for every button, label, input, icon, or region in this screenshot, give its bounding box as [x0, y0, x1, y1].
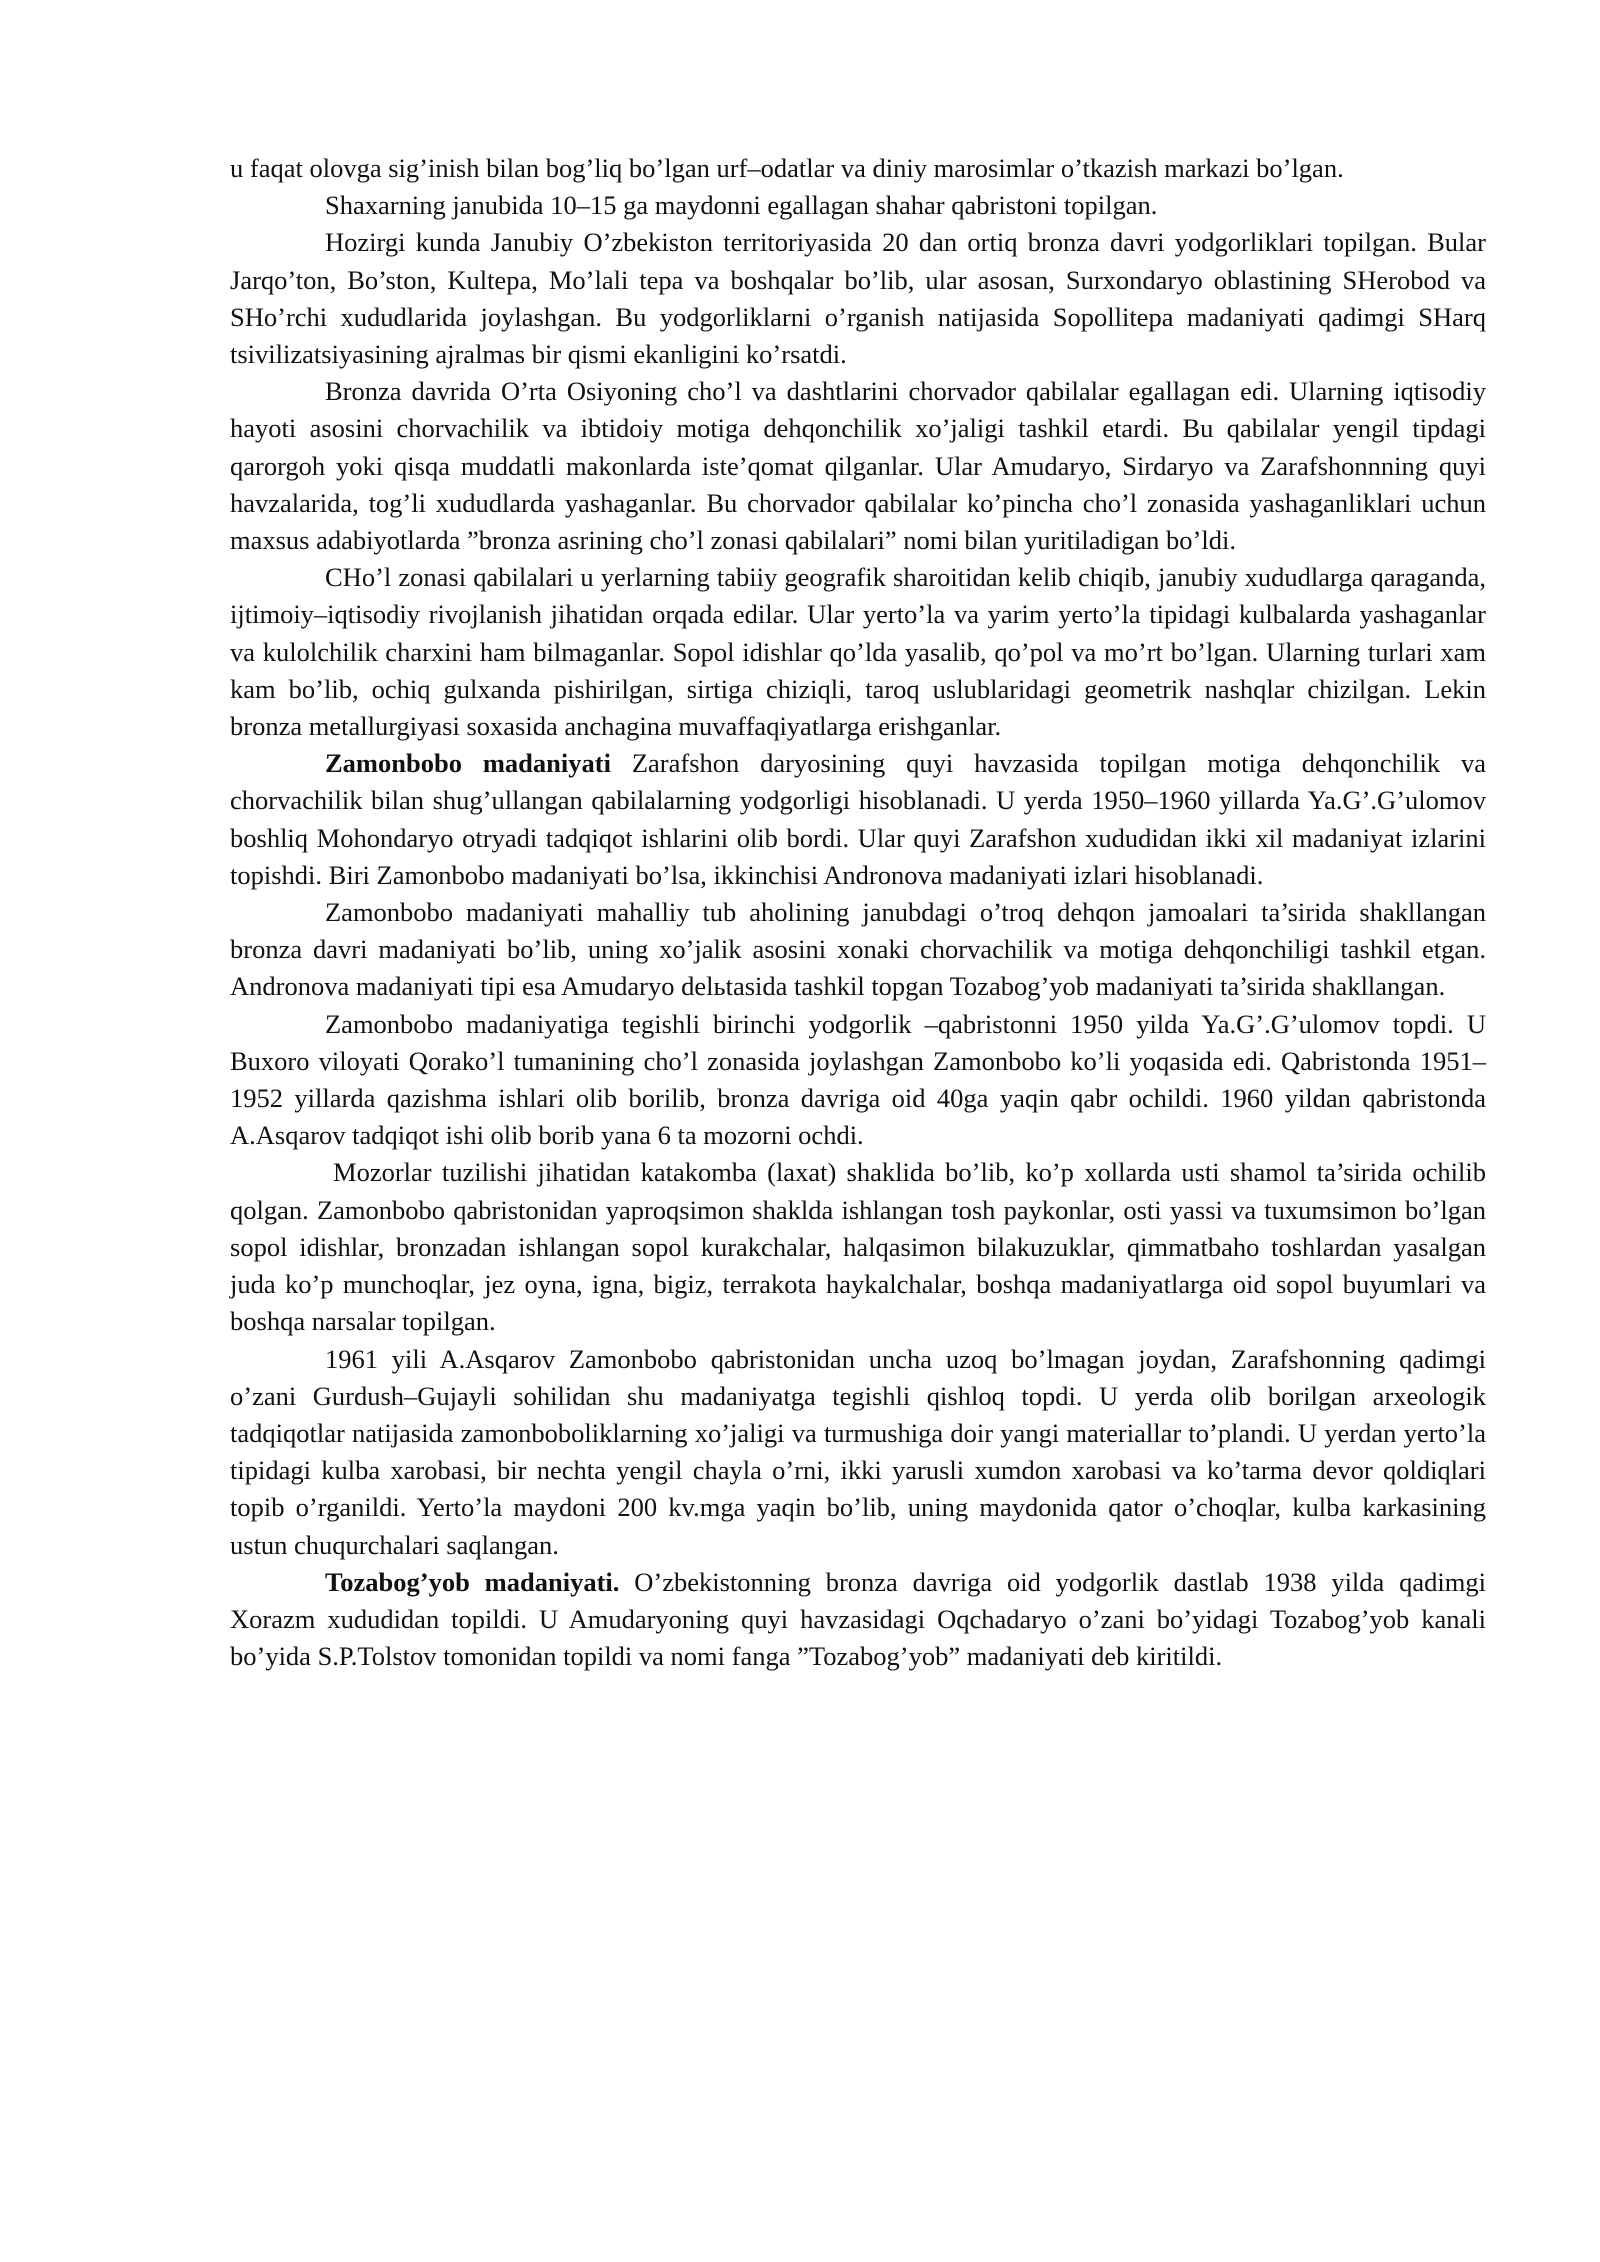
- zamonbobo-text: Zarafshon daryosining quyi havzasida topilgan motiga dehqonchilik va chorvachilik bilan shug’ullangan qabilalarning yodgorligi hisoblanadi. U yerda 1950–1960 yillarda Ya.G’.G’ulomov boshliq Mohondaryo otryadi tadqiqot ishlarini olib bordi. Ular quyi Zarafshon xududidan ikki xil madaniyat izlarini topishdi. Biri Zamonbobo madaniyati bo’lsa, ikkinchisi Andronova madaniyati izlari hisoblanadi.: [230, 748, 1486, 890]
- tozabogyob-heading: Tozabog’yob madaniyati.: [325, 1566, 620, 1597]
- paragraph-5: CHo’l zonasi qabilalari u yerlarning tabiiy geografik sharoitidan kelib chiqib, janubiy xududlarga qaraganda, ijtimoiy–iqtisodiy rivojlanish jihatidan orqada edilar. Ular yerto’la va yarim yerto’la tipidagi kulbalarda yashaganlar va kulolchilik charxini ham bilmaganlar. Sopol idishlar qo’lda yasalib, qo’pol va mo’rt bo’lgan. Ularning turlari xam kam bo’lib, ochiq gulxanda pishirilgan, sirtiga chiziqli, taroq uslublaridagi geometrik nashqlar chizilgan. Lekin bronza metallurgiyasi soxasida anchagina muvaffaqiyatlarga erishganlar.: [230, 562, 1486, 742]
- paragraph-zamonbobo-heading: [230, 745, 1486, 894]
- paragraph-8: Zamonbobo madaniyatiga tegishli birinchi yodgorlik –qabristonni 1950 yilda Ya.G’.G’ulomov topdi. U Buxoro viloyati Qorako’l tumanining cho’l zonasida joylashgan Zamonbobo ko’li yoqasida edi. Qabristonda 1951–1952 yillarda qazishma ishlari olib borilib, bronza davriga oid 40ga yaqin qabr ochildi. 1960 yildan qabristonda A.Asqarov tadqiqot ishi olib borib yana 6 ta mozorni ochdi.: [230, 1008, 1486, 1151]
- paragraph-tozabogyob-heading: [230, 1564, 1486, 1676]
- paragraph-1: u faqat olovga sig’inish bilan bog’liq bo’lgan urf–odatlar va diniy marosimlar o’tkazish markazi bo’lgan.: [230, 153, 1344, 183]
- tozabogyob-text: O’zbekistonning bronza davriga oid yodgorlik dastlab 1938 yilda qadimgi Xorazm xududidan topildi. U Amudaryoning quyi havzasidagi Oqchadaryo o’zani bo’yidagi Tozabog’yob kanali bo’yida S.P.Tolstov tomonidan topildi va nomi fanga ”Tozabog’yob” madaniyati deb kiritildi.: [230, 1566, 1487, 1672]
- zamonbobo-heading: Zamonbobo madaniyati: [325, 748, 611, 779]
- paragraph-3: Hozirgi kunda Janubiy O’zbekiston territoriyasida 20 dan ortiq bronza davri yodgorliklari topilgan. Bular Jarqo’ton, Bo’ston, Kultepa, Mo’lali tepa va boshqalar bo’lib, ular asosan, Surxondaryo oblastining SHerobod va SHo’rchi xududlarida joylashgan. Bu yodgorliklarni o’rganish natijasida Sopollitepa madaniyati qadimgi SHarq tsivilizatsiyasining ajralmas bir qismi ekanligini ko’rsatdi.: [230, 227, 1486, 370]
- paragraph-2: Shaxarning janubida 10–15 ga maydonni egallagan shahar qabristoni topilgan.: [325, 190, 1158, 221]
- paragraph-4: Bronza davrida O’rta Osiyoning cho’l va dashtlarini chorvador qabilalar egallagan edi. Ularning iqtisodiy hayoti asosini chorvachilik va ibtidoiy motiga dehqonchilik xo’jaligi tashkil etardi. Bu qabilalar yengil tipdagi qarorgoh yoki qisqa muddatli makonlarda iste’qomat qilganlar. Ular Amudaryo, Sirdaryo va Zarafshonnning quyi havzalarida, tog’li xududlarda yashaganlar. Bu chorvador qabilalar ko’pincha cho’l zonasida yashaganliklari uchun maxsus adabiyotlarda ”bronza asrining cho’l zonasi qabilalari” nomi bilan yuritiladigan bo’ldi.: [230, 376, 1486, 556]
- paragraph-7: Zamonbobo madaniyati mahalliy tub aholining janubdagi o’troq dehqon jamoalari ta’sirida shakllangan bronza davri madaniyati bo’lib, uning xo’jalik asosini xonaki chorvachilik va motiga dehqonchiligi tashkil etgan. Andronova madaniyati tipi esa Amudaryo delьtasida tashkil topgan Tozabog’yob madaniyati ta’sirida shakllangan.: [230, 897, 1486, 1002]
- paragraph-9: Mozorlar tuzilishi jihatidan katakomba (laxat) shaklida bo’lib, ko’p xollarda usti shamol ta’sirida ochilib qolgan. Zamonbobo qabristonidan yaproqsimon shaklda ishlangan tosh paykonlar, osti yassi va tuxumsimon bo’lgan sopol idishlar, bronzadan ishlangan sopol kurakchalar, halqasimon bilakuzuklar, qimmatbaho toshlardan yasalgan juda ko’p munchoqlar, jez oyna, igna, bigiz, terrakota haykalchalar, boshqa madaniyatlarga oid sopol buyumlari va boshqa narsalar topilgan.: [230, 1157, 1486, 1337]
- document-page: [230, 150, 1486, 1675]
- paragraph-10: 1961 yili A.Asqarov Zamonbobo qabristonidan uncha uzoq bo’lmagan joydan, Zarafshonning qadimgi o’zani Gurdush–Gujayli sohilidan shu madaniyatga tegishli qishloq topdi. U yerda olib borilgan arxeologik tadqiqotlar natijasida zamonboboliklarning xo’jaligi va turmushiga doir yangi materiallar to’plandi. U yerdan yerto’la tipidagi kulba xarobasi, bir nechta yengil chayla o’rni, ikki yarusli xumdon xarobasi va ko’tarma devor qoldiqlari topib o’rganildi. Yerto’la maydoni 200 kv.mga yaqin bo’lib, uning maydonida qator o’choqlar, kulba karkasining ustun chuqurchalari saqlangan.: [230, 1343, 1486, 1560]
